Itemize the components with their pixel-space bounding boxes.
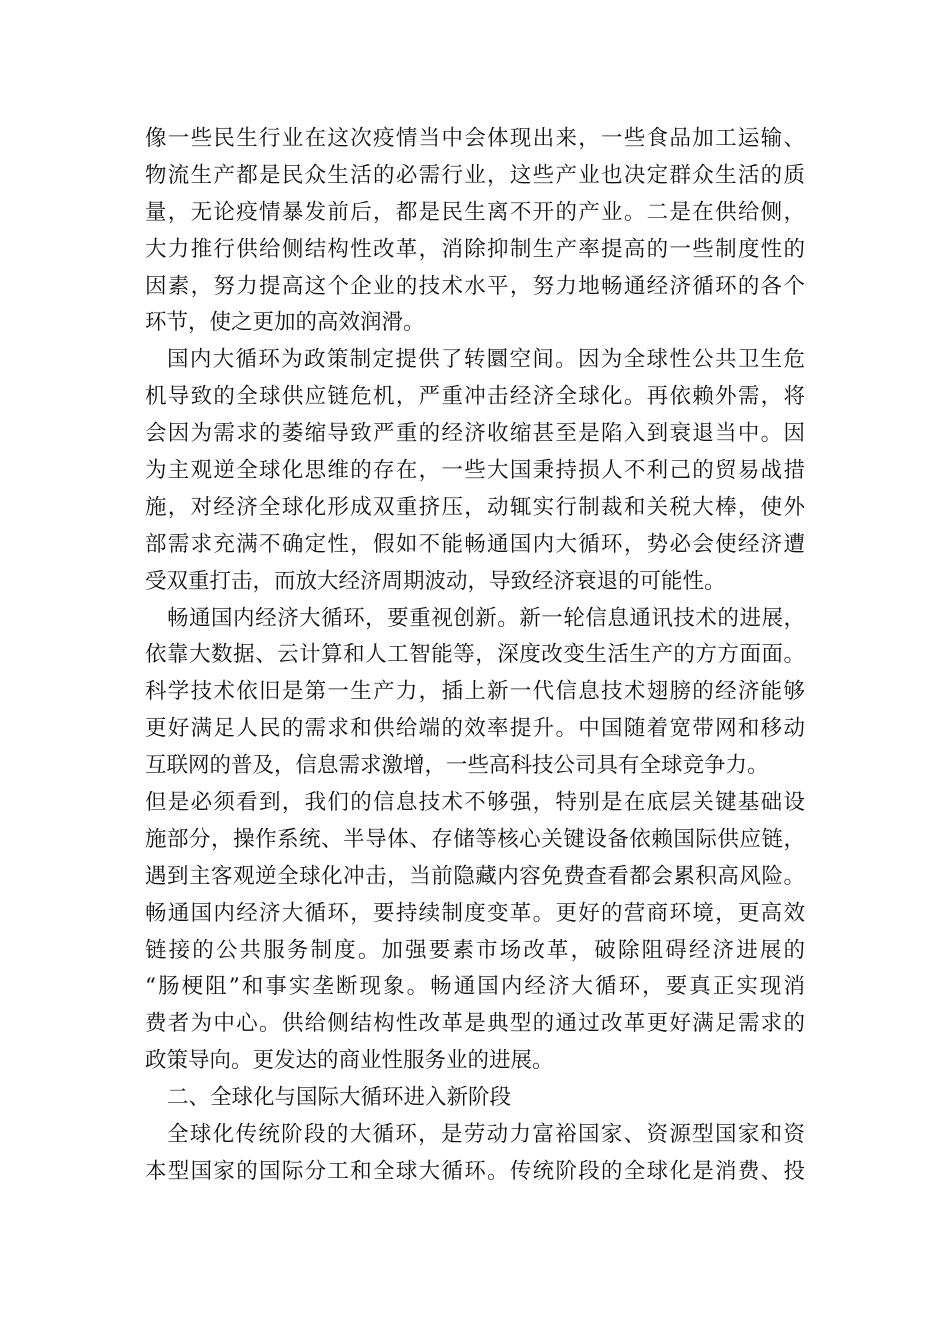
text-line: 机导致的全球供应链危机，严重冲击经济全球化。再依赖外需，将 [145, 384, 805, 410]
text-line: 但是必须看到，我们的信息技术不够强，特别是在底层关键基础设 [145, 790, 805, 816]
text-line: 施部分，操作系统、半导体、存储等核心关键设备依赖国际供应链， [145, 826, 805, 852]
text-line: 会因为需求的萎缩导致严重的经济收缩甚至是陷入到衰退当中。因 [145, 421, 805, 447]
text-line: 全球化传统阶段的大循环，是劳动力富裕国家、资源型国家和资 [167, 1122, 805, 1148]
document-page [145, 121, 805, 1191]
text-line: “肠梗阻”和事实垄断现象。畅通国内经济大循环，要真正实现消 [145, 974, 805, 1000]
text-line: 遇到主客观逆全球化冲击，当前隐藏内容免费查看都会累积高风险。 [145, 863, 805, 889]
text-line: 量，无论疫情暴发前后，都是民生离不开的产业。二是在供给侧， [145, 199, 805, 225]
text-line: 环节，使之更加的高效润滑。 [145, 310, 425, 336]
text-line: 施，对经济全球化形成双重挤压，动辄实行制裁和关税大棒，使外 [145, 494, 805, 520]
text-line: 更好满足人民的需求和供给端的效率提升。中国随着宽带网和移动 [145, 716, 805, 742]
text-line: 政策导向。更发达的商业性服务业的进展。 [145, 1048, 554, 1074]
text-line: 大力推行供给侧结构性改革，消除抑制生产率提高的一些制度性的 [145, 236, 805, 262]
text-line: 畅通国内经济大循环，要持续制度变革。更好的营商环境，更高效 [145, 900, 805, 926]
text-line: 畅通国内经济大循环，要重视创新。新一轮信息通讯技术的进展， [167, 605, 805, 631]
text-line: 受双重打击，而放大经济周期波动，导致经济衰退的可能性。 [145, 568, 726, 594]
text-line: 因素，努力提高这个企业的技术水平，努力地畅通经济循环的各个 [145, 273, 805, 299]
text-line: 本型国家的国际分工和全球大循环。传统阶段的全球化是消费、投 [145, 1158, 805, 1184]
text-line: 物流生产都是民众生活的必需行业，这些产业也决定群众生活的质 [145, 162, 805, 188]
text-line: 科学技术依旧是第一生产力，插上新一代信息技术翅膀的经济能够 [145, 679, 805, 705]
text-line: 部需求充满不确定性，假如不能畅通国内大循环，势必会使经济遭 [145, 531, 805, 557]
text-line: 依靠大数据、云计算和人工智能等，深度改变生活生产的方方面面。 [145, 642, 805, 668]
text-line: 互联网的普及，信息需求激增，一些高科技公司具有全球竞争力。 [145, 753, 769, 779]
text-line: 费者为中心。供给侧结构性改革是典型的通过改革更好满足需求的 [145, 1011, 805, 1037]
text-line: 国内大循环为政策制定提供了转圜空间。因为全球性公共卫生危 [167, 347, 805, 373]
text-line: 链接的公共服务制度。加强要素市场改革，破除阻碍经济进展的 [145, 937, 805, 963]
text-line: 像一些民生行业在这次疫情当中会体现出来，一些食品加工运输、 [145, 126, 805, 151]
text-line: 为主观逆全球化思维的存在，一些大国秉持损人不利己的贸易战措 [145, 458, 805, 484]
text-line: 二、全球化与国际大循环进入新阶段 [167, 1085, 512, 1111]
